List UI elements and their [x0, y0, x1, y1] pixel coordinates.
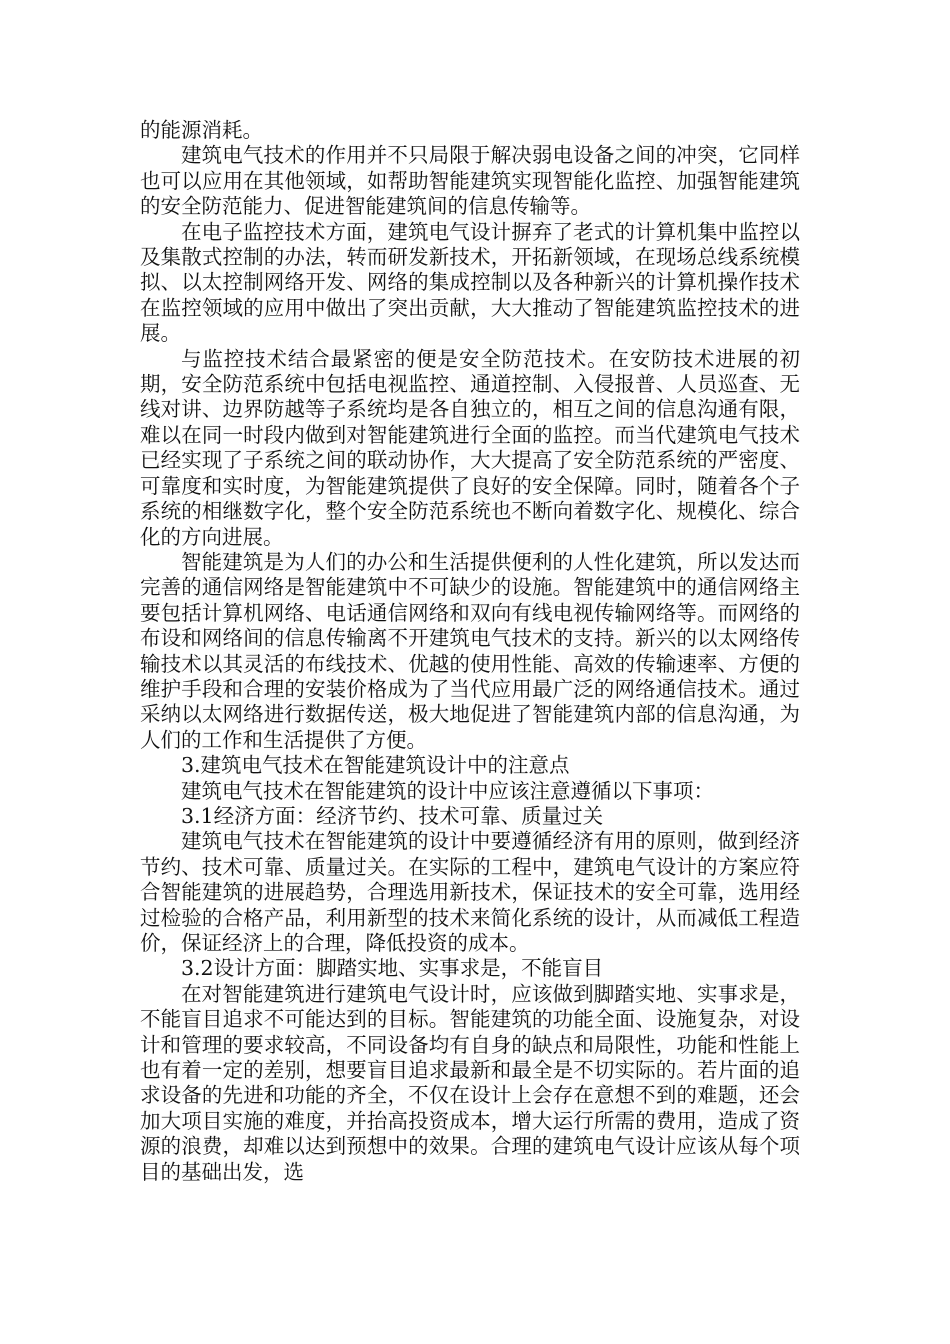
paragraph: 智能建筑是为人们的办公和生活提供便利的人性化建筑，所以发达而完善的通信网络是智能建筑中不可缺少的设施。智能建筑中的通信网络主要包括计算机网络、电话通信网络和双向有线电视传输网络等。而网络的布设和网络间的信息传输离不开建筑电气技术的支持。新兴的以太网络传输技术以其灵活的布线技术、优越的使用性能、高效的传输速率、方便的维护手段和合理的安装价格成为了当代应用最广泛的网络通信技术。通过采纳以太网络进行数据传送，极大地促进了智能建筑内部的信息沟通，为人们的工作和生活提供了方便。 — [140, 549, 800, 752]
subsection-heading: 3.2设计方面：脚踏实地、实事求是，不能盲目 — [181, 956, 604, 981]
paragraph: 与监控技术结合最紧密的便是安全防范技术。在安防技术进展的初期，安全防范系统中包括电视监控、通道控制、入侵报普、人员巡查、无线对讲、边界防越等子系统均是各自独立的，相互之间的信息沟通有限，难以在同一时段内做到对智能建筑进行全面的监控。而当代建筑电气技术已经实现了子系统之间的联动协作，大大提高了安全防范系统的严密度、可靠度和实时度，为智能建筑提供了良好的安全保障。同时，随着各个子系统的相继数字化，整个安全防范系统也不断向着数字化、规模化、综合化的方向进展。 — [140, 346, 800, 549]
section-heading: 3.建筑电气技术在智能建筑设计中的注意点 — [181, 753, 570, 778]
paragraph: 建筑电气技术的作用并不只局限于解决弱电设备之间的冲突，它同样也可以应用在其他领域，如帮助智能建筑实现智能化监控、加强智能建筑的安全防范能力、促进智能建筑间的信息传输等。 — [140, 143, 800, 219]
paragraph: 的能源消耗。 — [140, 118, 263, 142]
subsection-heading: 3.1经济方面：经济节约、技术可靠、质量过关 — [181, 803, 604, 828]
paragraph: 建筑电气技术在智能建筑的设计中要遵循经济有用的原则，做到经济节约、技术可靠、质量过关。在实际的工程中，建筑电气设计的方案应符合智能建筑的进展趋势，合理选用新技术，保证技术的安全可靠，选用经过检验的合格产品，利用新型的技术来简化系统的设计，从而减低工程造价，保证经济上的合理，降低投资的成本。 — [140, 829, 800, 955]
paragraph: 在电子监控技术方面，建筑电气设计摒弃了老式的计算机集中监控以及集散式控制的办法，转而研发新技术，开拓新领域，在现场总线系统模拟、以太控制网络开发、网络的集成控制以及各种新兴的计算机操作技术在监控领域的应用中做出了突出贡献，大大推动了智能建筑监控技术的进展。 — [140, 219, 800, 346]
document-body — [140, 118, 800, 1185]
paragraph: 建筑电气技术在智能建筑的设计中应该注意遵循以下事项： — [181, 778, 714, 803]
paragraph: 在对智能建筑进行建筑电气设计时，应该做到脚踏实地、实事求是，不能盲目追求不可能达到的目标。智能建筑的功能全面、设施复杂，对设计和管理的要求较高，不同设备均有自身的缺点和局限性，功能和性能上也有着一定的差别，想要盲目追求最新和最全是不切实际的。若片面的追求设备的先进和功能的齐全，不仅在设计上会存在意想不到的难题，还会加大项目实施的难度，并抬高投资成本，增大运行所需的费用，造成了资源的浪费，却难以达到预想中的效果。合理的建筑电气设计应该从每个项目的基础出发，选 — [140, 981, 800, 1184]
